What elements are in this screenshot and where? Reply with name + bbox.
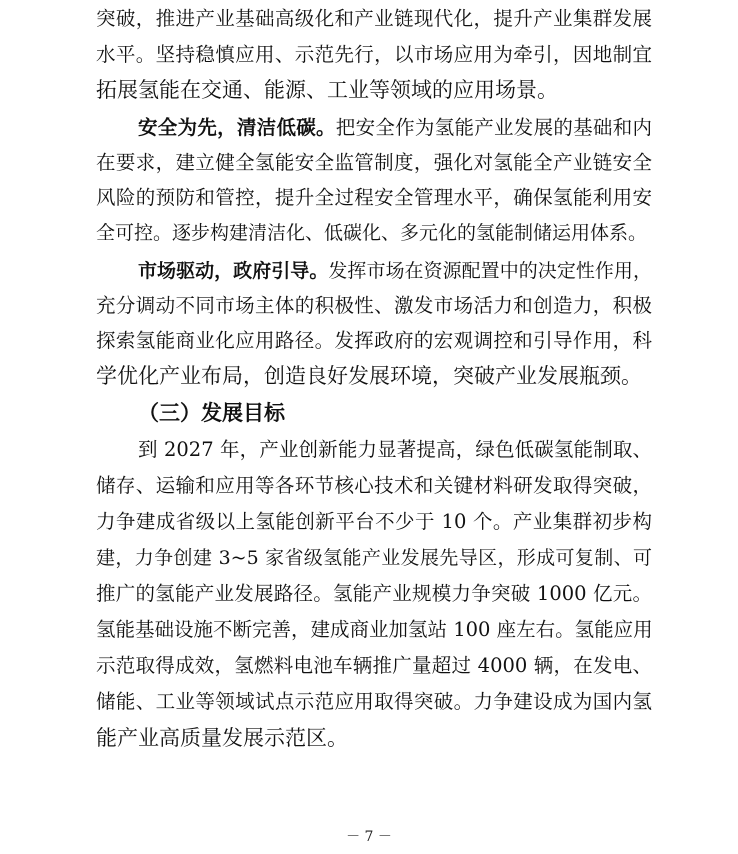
paragraph-1-line-3: 拓展氢能在交通、能源、工业等领域的应用场景。 (96, 78, 558, 102)
paragraph-1-line-2: 水平。坚持稳慎应用、示范先行，以市场应用为牵引，因地制宜 (96, 43, 652, 66)
paragraph-2-line-1 (96, 111, 652, 145)
section-heading: （三）发展目标 (138, 401, 285, 425)
paragraph-3-line-3: 探索氢能商业化应用路径。发挥政府的宏观调控和引导作用，科 (96, 329, 652, 352)
paragraph-2-line-3: 风险的预防和管控，提升全过程安全管理水平，确保氢能利用安 (96, 186, 652, 209)
paragraph-3-bold-lead: 市场驱动，政府引导。 (138, 260, 329, 282)
paragraph-4-line-4: 建，力争创建 3~5 家省级氢能产业发展先导区，形成可复制、可 (96, 547, 652, 569)
paragraph-3-line-2: 充分调动不同市场主体的积极性、激发市场活力和创造力，积极 (96, 294, 652, 317)
paragraph-2-bold-lead: 安全为先，清洁低碳。 (138, 116, 336, 139)
paragraph-4-line-9: 能产业高质量发展示范区。 (96, 726, 348, 750)
paragraph-4-line-6: 氢能基础设施不断完善，建成商业加氢站 100 座左右。氢能应用 (96, 618, 653, 641)
paragraph-4-line-5: 推广的氢能产业发展路径。氢能产业规模力争突破 1000 亿元。 (96, 582, 652, 605)
paragraph-3-line-1 (96, 254, 652, 288)
paragraph-1-line-1: 突破，推进产业基础高级化和产业链现代化，提升产业集群发展 (96, 7, 652, 30)
paragraph-4-line-7: 示范取得成效，氢燃料电池车辆推广量超过 4000 辆，在发电、 (96, 654, 652, 677)
paragraph-4-line-3: 力争建成省级以上氢能创新平台不少于 10 个。产业集群初步构 (96, 510, 652, 533)
page-number: － 7 － (346, 829, 392, 845)
paragraph-4-line-8: 储能、工业等领域试点示范应用取得突破。力争建设成为国内氢 (96, 690, 652, 713)
paragraph-3-line-4: 学优化产业布局，创造良好发展环境，突破产业发展瓶颈。 (96, 364, 642, 388)
paragraph-2-first-line-rest: 把安全作为氢能产业发展的基础和内 (335, 116, 652, 139)
paragraph-2-line-2: 在要求，建立健全氢能安全监管制度，强化对氢能全产业链安全 (96, 151, 652, 174)
paragraph-4-line-2: 储存、运输和应用等各环节核心技术和关键材料研发取得突破， (96, 474, 652, 497)
paragraph-2-line-4: 全可控。逐步构建清洁化、低碳化、多元化的氢能制储运用体系。 (96, 222, 648, 244)
paragraph-4-line-1: 到 2027 年，产业创新能力显著提高，绿色低碳氢能制取、 (138, 438, 652, 461)
paragraph-3-first-line-rest: 发挥市场在资源配置中的决定性作用， (328, 260, 652, 282)
